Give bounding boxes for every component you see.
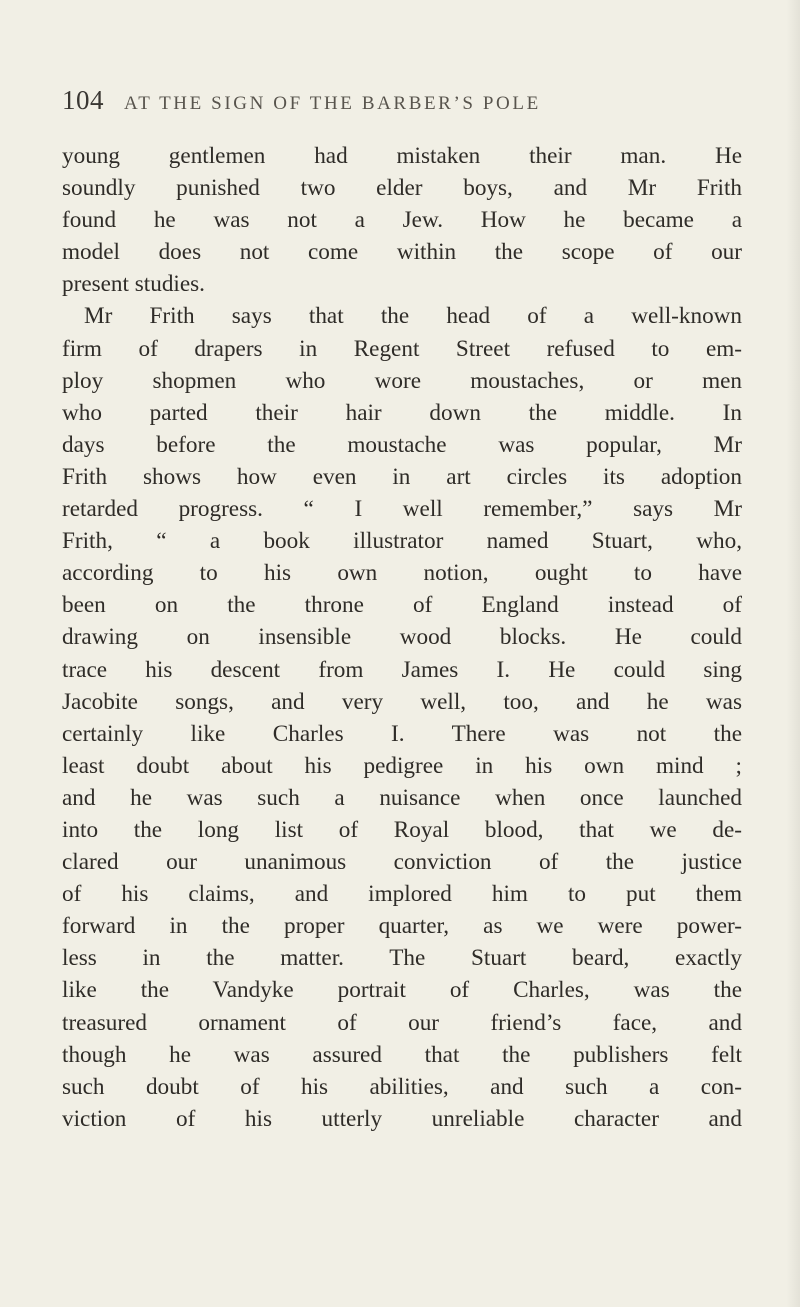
text-line: Mr Frith says that the head of a well-known [84, 303, 742, 330]
text-line: who parted their hair down the middle. In [62, 399, 742, 426]
text-line: of his claims, and implored him to put them [62, 881, 742, 908]
text-line: treasured ornament of our friend’s face, and [62, 1009, 742, 1036]
text-line: less in the matter. The Stuart beard, exactly [62, 945, 742, 972]
running-head [62, 85, 752, 115]
text-line: found he was not a Jew. How he became a [62, 207, 742, 234]
body-text [62, 140, 742, 1135]
text-line: according to his own notion, ought to have [62, 560, 742, 587]
text-line: retarded progress. “ I well remember,” says Mr [62, 496, 742, 523]
text-line: and he was such a nuisance when once launched [62, 784, 742, 811]
text-line: present studies. [62, 271, 205, 298]
text-line: Frith, “ a book illustrator named Stuart, who, [62, 528, 742, 555]
text-line: Frith shows how even in art circles its adoption [62, 463, 742, 490]
text-line: trace his descent from James I. He could sing [62, 656, 742, 683]
text-line: clared our unanimous conviction of the justice [62, 849, 742, 876]
text-line: firm of drapers in Regent Street refused to em- [62, 335, 742, 362]
text-line: days before the moustache was popular, Mr [62, 431, 742, 458]
text-line: though he was assured that the publishers felt [62, 1041, 742, 1068]
text-line: model does not come within the scope of our [62, 239, 742, 266]
text-line: been on the throne of England instead of [62, 592, 742, 619]
page-number: 104 [62, 85, 104, 115]
text-line: into the long list of Royal blood, that we de- [62, 816, 742, 843]
text-line: certainly like Charles I. There was not the [62, 720, 742, 747]
page-edge-shadow [786, 0, 800, 1307]
text-line: soundly punished two elder boys, and Mr Frith [62, 175, 742, 202]
text-line: drawing on insensible wood blocks. He could [62, 624, 742, 651]
text-line: least doubt about his pedigree in his own mind ; [62, 752, 742, 779]
text-line: viction of his utterly unreliable character and [62, 1105, 742, 1132]
text-line: like the Vandyke portrait of Charles, was the [62, 977, 742, 1004]
text-line: ploy shopmen who wore moustaches, or men [62, 367, 742, 394]
text-line: young gentlemen had mistaken their man. He [62, 143, 742, 169]
text-line: such doubt of his abilities, and such a con- [62, 1073, 742, 1100]
text-line: forward in the proper quarter, as we were power- [62, 913, 742, 940]
running-title: AT THE SIGN OF THE BARBER’S POLE [124, 93, 541, 114]
text-line: Jacobite songs, and very well, too, and he was [62, 688, 742, 715]
